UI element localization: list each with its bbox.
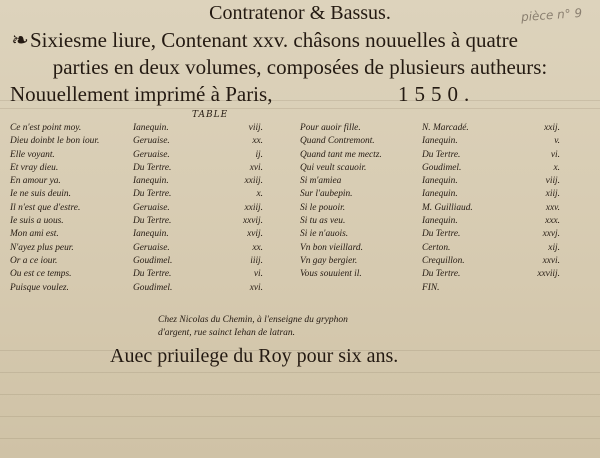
song-title: Mon ami est. — [10, 229, 59, 240]
title-line-2 — [10, 28, 600, 53]
composer: Du Tertre. — [133, 162, 172, 173]
folio-number: xvi. — [249, 282, 263, 293]
composer: Ianequin. — [422, 216, 458, 227]
folio-number: v. — [554, 136, 560, 147]
composer: Ianequin. — [133, 123, 169, 133]
song-title: Quand Contremont. — [300, 136, 375, 147]
song-title: Vn bon vieillard. — [300, 242, 363, 253]
folio-number: vi. — [550, 149, 560, 160]
song-title: Ou est ce temps. — [10, 269, 72, 280]
song-title: Si m'amiea — [300, 176, 342, 187]
composer: Goudimel. — [133, 255, 173, 266]
composer: N. Marcadé. — [422, 123, 469, 133]
song-title: Or a ce iour. — [10, 255, 58, 266]
handwritten-annotation: pièce n° 9 — [520, 5, 583, 25]
song-title: Puisque voulez. — [10, 282, 69, 293]
composer: Du Tertre. — [133, 216, 172, 227]
folio-number: xxv. — [545, 202, 560, 213]
folio-number: xxiij. — [244, 176, 263, 187]
composer: Geruaise. — [133, 149, 170, 160]
song-title: Sur l'aubepin. — [300, 189, 353, 200]
song-title: Il n'est que d'estre. — [10, 202, 81, 213]
song-title: Elle voyant. — [10, 149, 55, 160]
folio-number: xxiij. — [244, 202, 263, 213]
title-line-4-text: Nouuellement imprimé à Paris, — [10, 82, 273, 106]
composer: Ianequin. — [422, 136, 458, 147]
folio-number: xiij. — [545, 189, 560, 200]
folio-number: x. — [553, 162, 560, 173]
song-title: Vous souuient il. — [300, 269, 362, 280]
voice-parts-title: Contratenor & Bassus. — [209, 2, 391, 24]
composer: Geruaise. — [133, 136, 170, 147]
folio-number: iiij. — [250, 255, 263, 266]
folio-number: xxij. — [544, 123, 560, 133]
folio-number: x. — [256, 189, 263, 200]
composer: Geruaise. — [133, 242, 170, 253]
composer: Ianequin. — [422, 189, 458, 200]
song-title: N'ayez plus peur. — [10, 242, 74, 253]
song-title: Ie suis a uous. — [10, 216, 64, 227]
composer: Geruaise. — [133, 202, 170, 213]
song-title: Si tu as veu. — [300, 216, 346, 227]
fleuron-icon: ❧ — [11, 28, 29, 52]
song-title — [300, 282, 418, 295]
title-line-2-text: Sixiesme liure, Contenant xxv. châsons nouuelles à quatre — [30, 28, 518, 52]
imprint-line: Chez Nicolas du Chemin, à l'enseigne du gryphon — [158, 315, 348, 325]
song-title: En amour ya. — [10, 176, 61, 187]
folio-number: ij. — [255, 149, 263, 160]
left-composers — [133, 122, 213, 295]
folio-number: vi. — [253, 269, 263, 280]
folio-number: xvij. — [247, 229, 263, 240]
song-title: Ce n'est point moy. — [10, 123, 82, 133]
right-composers — [422, 122, 510, 295]
composer: Du Tertre. — [422, 269, 461, 280]
song-title: Et vray dieu. — [10, 162, 59, 173]
staff-line — [0, 438, 600, 439]
composer: Ianequin. — [422, 176, 458, 187]
right-song-titles — [300, 122, 418, 295]
folio-number: xx. — [252, 242, 263, 253]
composer: Du Tertre. — [133, 269, 172, 280]
composer: Goudimel. — [422, 162, 462, 173]
composer: Du Tertre. — [422, 149, 461, 160]
folio-number: xij. — [548, 242, 560, 253]
song-title: Si ie n'auois. — [300, 229, 349, 240]
composer: Ianequin. — [133, 229, 169, 240]
song-title: Pour auoir fille. — [300, 123, 361, 133]
song-title: Vn gay bergier. — [300, 255, 358, 266]
title-line-4 — [10, 82, 600, 107]
composer: FIN. — [422, 282, 440, 293]
folio-number: xxx. — [545, 216, 560, 227]
staff-line — [0, 416, 600, 417]
song-title: Quand tant me mectz. — [300, 149, 382, 160]
left-song-titles — [10, 122, 130, 295]
composer: M. Guilliaud. — [422, 202, 473, 213]
table-title: TABLE — [192, 110, 229, 120]
folio-number: xxviij. — [537, 269, 560, 280]
printer-imprint — [158, 314, 348, 340]
royal-privilege: Auec priuilege du Roy pour six ans. — [110, 345, 399, 367]
composer: Du Tertre. — [133, 189, 172, 200]
staff-line — [0, 394, 600, 395]
song-title: Si le pouoir. — [300, 202, 346, 213]
staff-line — [0, 372, 600, 373]
folio-number: xxvij. — [242, 216, 263, 227]
song-title: Qui veult scauoir. — [300, 162, 367, 173]
composer: Du Tertre. — [422, 229, 461, 240]
folio-number: viij. — [545, 176, 560, 187]
folio-number: xxvj. — [542, 229, 560, 240]
composer: Ianequin. — [133, 176, 169, 187]
staff-line — [0, 108, 600, 109]
right-folios — [512, 122, 560, 295]
left-folios — [215, 122, 263, 295]
composer: Certon. — [422, 242, 451, 253]
song-title: Ie ne suis deuin. — [10, 189, 71, 200]
publication-year: 1550. — [398, 82, 476, 106]
composer: Crequillon. — [422, 255, 465, 266]
folio-number: viij. — [248, 123, 263, 133]
imprint-line: d'argent, rue sainct Iehan de latran. — [158, 328, 296, 338]
folio-number: xvi. — [249, 162, 263, 173]
song-title: Dieu doinbt le bon iour. — [10, 136, 100, 147]
folio-number: xx. — [252, 136, 263, 147]
folio-number — [512, 282, 560, 295]
composer: Goudimel. — [133, 282, 173, 293]
title-line-3: parties en deux volumes, composées de plusieurs autheurs: — [52, 55, 548, 79]
folio-number: xxvi. — [542, 255, 560, 266]
